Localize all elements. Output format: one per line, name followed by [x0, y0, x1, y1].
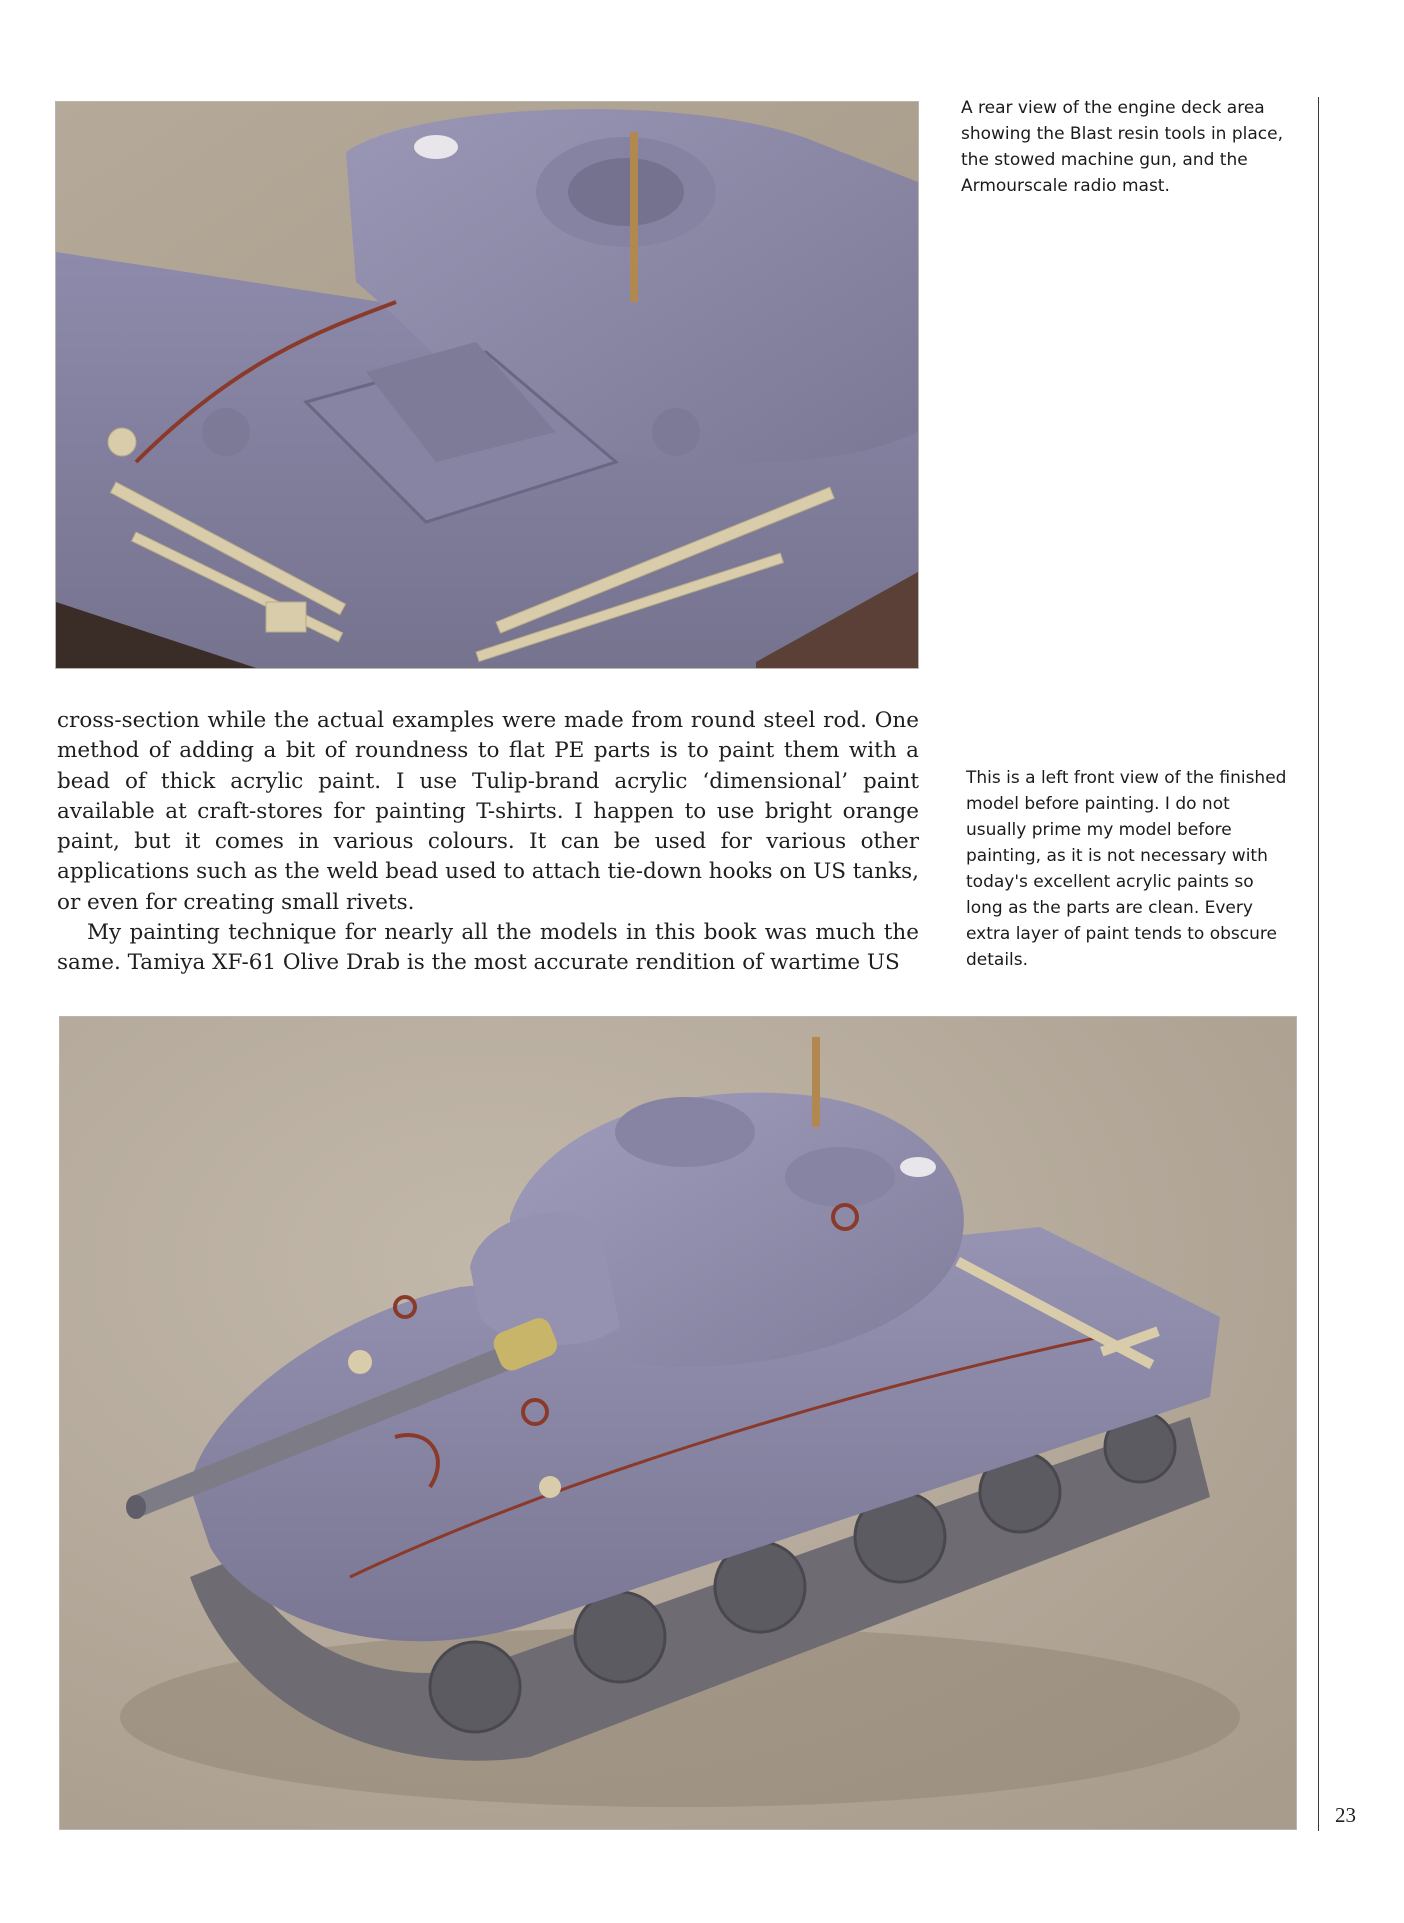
column-rule	[1318, 97, 1319, 1831]
page-number: 23	[1335, 1803, 1356, 1827]
left-front-view-caption: This is a left front view of the finished model before painting. I do not usually prime my model before painting, as it is not necessary with today's excellent acrylic paints so long as the parts are clean. Every extra layer of paint tends to obscure details.	[966, 768, 1287, 970]
body-paragraph-1: cross-section while the actual examples were made from round steel rod. One method of adding a bit of roundness to flat PE parts is to paint them with a bead of thick acrylic paint. I use Tulip-brand acrylic ‘dimensional’ paint available at craft-stores for painting T-shirts. I happen to use bright orange paint, but it comes in various colours. It can be used for various other applications such as the weld bead used to attach tie-down hooks on US tanks, or even for creating small rivets.	[57, 708, 919, 915]
body-text	[57, 706, 919, 979]
body-paragraph-2: My painting technique for nearly all the models in this book was much the same. Tamiya XF-61 Olive Drab is the most accurate rendition of wartime US	[57, 920, 919, 976]
engine-deck-photo	[55, 101, 919, 669]
engine-deck-caption: A rear view of the engine deck area showing the Blast resin tools in place, the stowed machine gun, and the Armourscale radio mast.	[961, 98, 1283, 196]
tank-model-illustration	[60, 1017, 1296, 1829]
engine-deck-illustration	[56, 102, 918, 668]
left-front-view-photo	[59, 1016, 1297, 1830]
